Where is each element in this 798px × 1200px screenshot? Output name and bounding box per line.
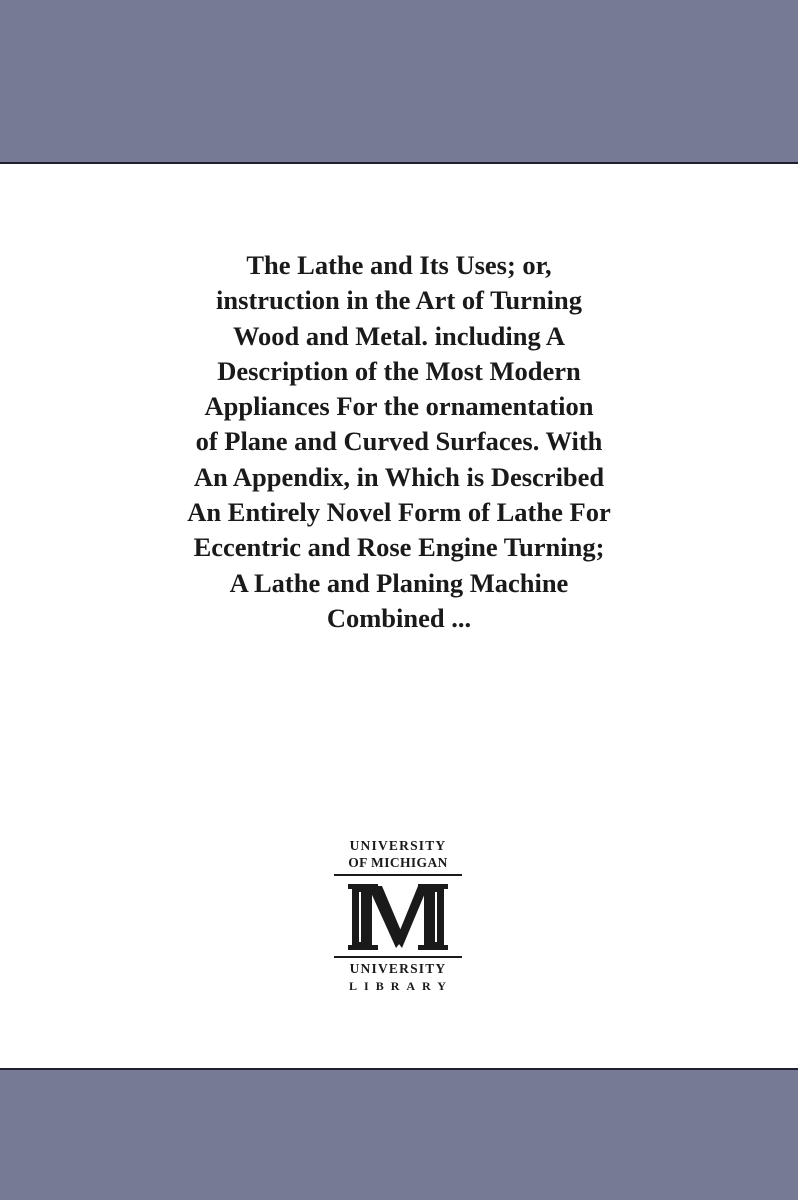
university-library-logo [330, 838, 466, 993]
title-line: of Plane and Curved Surfaces. With [195, 426, 603, 457]
bottom-color-band [0, 1068, 798, 1200]
title-line: Appliances For the ornamentation [204, 391, 594, 422]
title-line: The Lathe and Its Uses; or, [246, 250, 552, 280]
book-title [60, 248, 738, 636]
title-line: Description of the Most Modern [217, 355, 581, 386]
title-line: Wood and Metal. including A [232, 320, 566, 351]
title-line: An Entirely Novel Form of Lathe For [187, 497, 611, 528]
logo-text-library: LIBRARY [349, 979, 453, 993]
logo-text-university: UNIVERSITY [349, 838, 447, 853]
top-color-band [0, 0, 798, 164]
title-line: Eccentric and Rose Engine Turning; [193, 532, 605, 563]
logo-divider [334, 874, 462, 876]
logo-divider [334, 956, 462, 958]
logo-text-university: UNIVERSITY [349, 961, 447, 976]
title-line: Combined ... [326, 602, 472, 633]
title-line: instruction in the Art of Turning [216, 285, 582, 316]
title-line: An Appendix, in Which is Described [193, 461, 605, 492]
logo-text-of-michigan: OF MICHIGAN [348, 855, 448, 870]
title-line: A Lathe and Planing Machine [229, 567, 569, 598]
block-m-logo-icon [346, 882, 450, 952]
